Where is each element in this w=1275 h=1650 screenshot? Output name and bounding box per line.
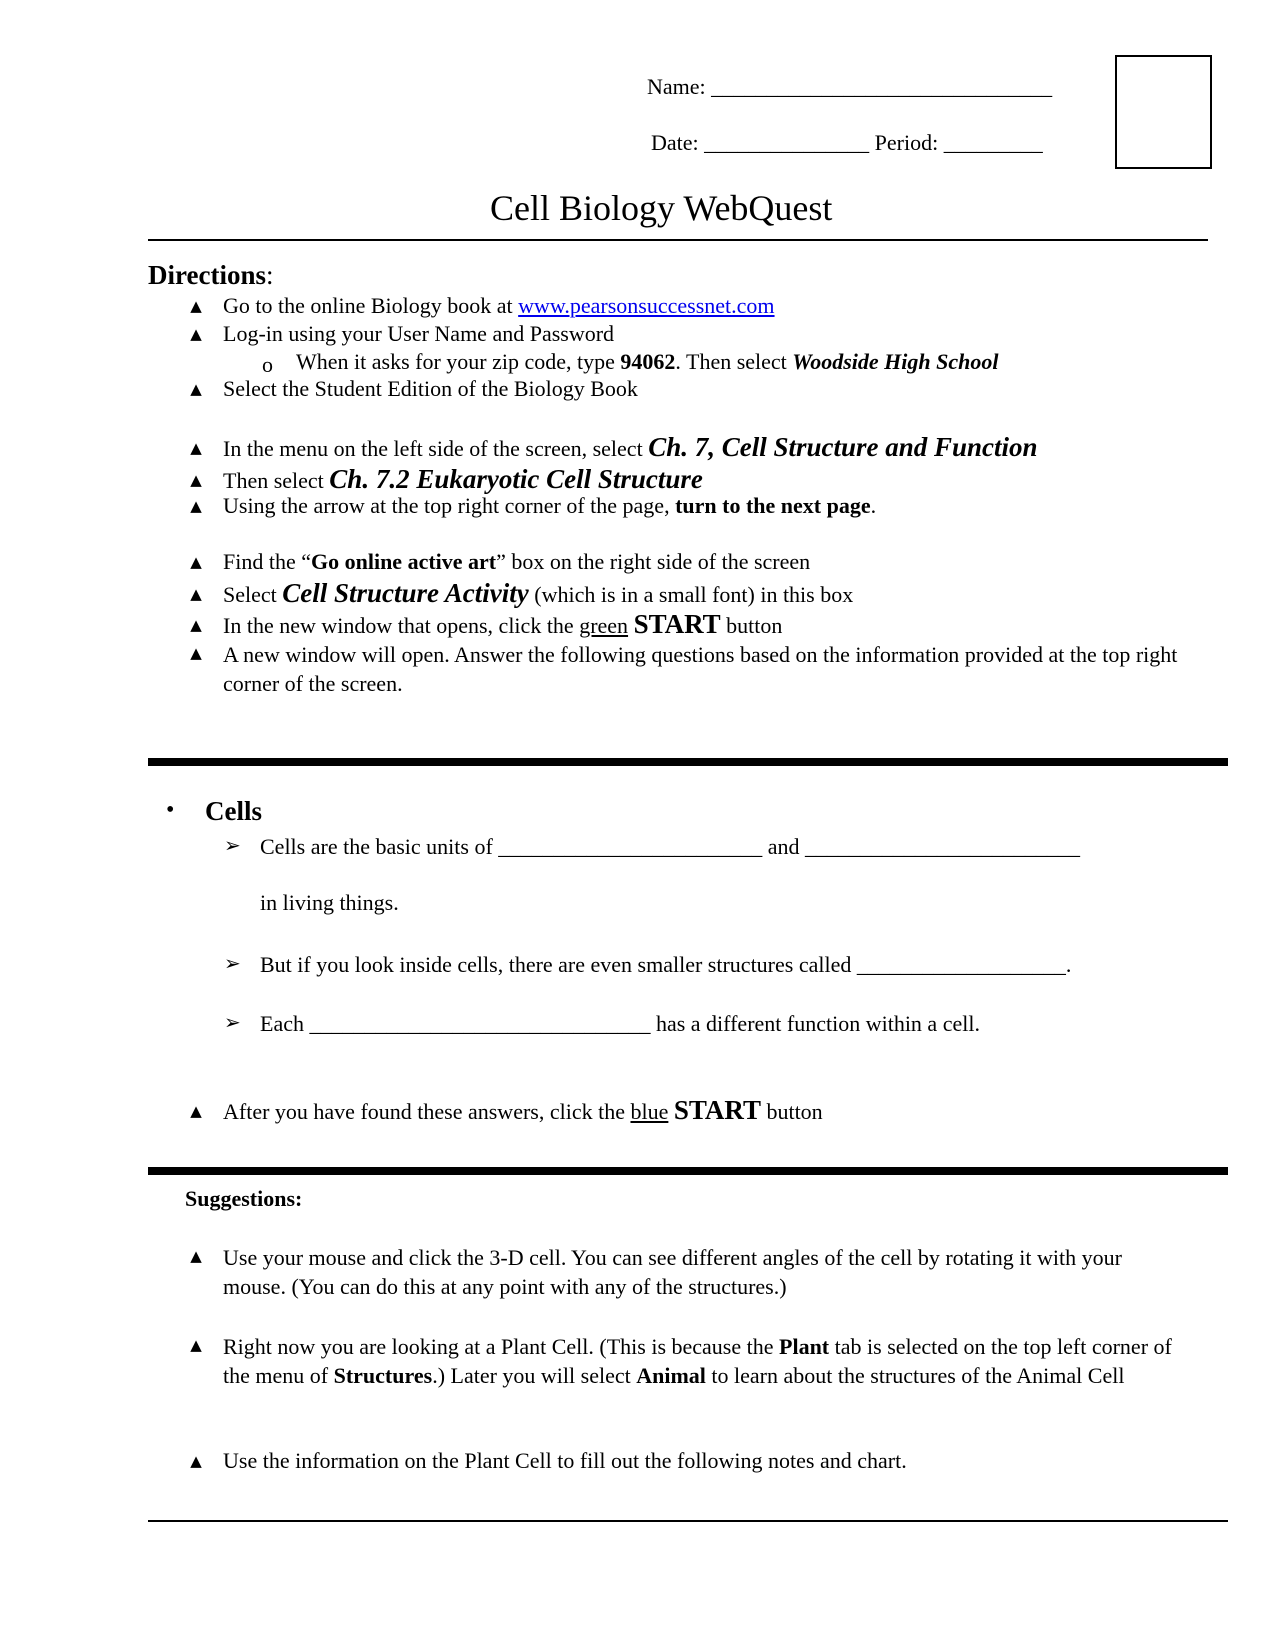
cells-question-1-cont: in living things.	[260, 890, 399, 915]
direction-subitem: When it asks for your zip code, type 94062. Then select Woodside High School	[296, 349, 999, 374]
direction-item-3: Select the Student Edition of the Biology Book	[223, 376, 638, 401]
direction-item-7: Find the “Go online active art” box on the right side of the screen	[223, 549, 811, 574]
period-blank[interactable]: _________	[943, 130, 1043, 155]
direction-item-8: Select Cell Structure Activity (which is in a small font) in this box	[223, 578, 854, 608]
page-title: Cell Biology WebQuest	[490, 188, 833, 228]
arrowhead-bullet-icon: ▲	[190, 1336, 202, 1354]
name-line	[647, 74, 1052, 100]
direction-item-4: In the menu on the left side of the screen, select Ch. 7, Cell Structure and Function	[223, 432, 1038, 462]
arrow-bullet-icon: ➢	[224, 833, 241, 857]
direction-item-9: In the new window that opens, click the green START button	[223, 609, 783, 639]
arrowhead-bullet-icon: ▲	[190, 616, 202, 634]
direction-item-1: Go to the online Biology book at www.pearsonsuccessnet.com	[223, 293, 775, 318]
arrowhead-bullet-icon: ▲	[190, 1452, 202, 1470]
cells-bullet: •	[166, 797, 175, 823]
after-answers-item: After you have found these answers, click the blue START button	[223, 1095, 823, 1125]
arrowhead-bullet-icon: ▲	[190, 439, 202, 457]
name-label: Name:	[647, 74, 706, 99]
cells-heading: Cells	[205, 796, 262, 826]
arrowhead-bullet-icon: ▲	[190, 553, 202, 571]
section-divider-2	[148, 1167, 1228, 1175]
arrowhead-bullet-icon: ▲	[190, 471, 202, 489]
suggestion-2: Right now you are looking at a Plant Cell. (This is because the Plant tab is selected on the top left corner of the menu of Structures.) Later you will select Animal to learn about the structures of the Animal Cell	[223, 1334, 1172, 1388]
title-divider	[148, 239, 1208, 241]
direction-item-10: A new window will open. Answer the following questions based on the information provided at the top right corner of the screen.	[223, 642, 1178, 696]
sub-bullet-marker: o	[262, 352, 273, 377]
pearson-link[interactable]: www.pearsonsuccessnet.com	[518, 293, 775, 318]
directions-heading: Directions:	[148, 260, 274, 290]
date-period-line	[651, 130, 1043, 156]
arrowhead-bullet-icon: ▲	[190, 325, 202, 343]
direction-item-2: Log-in using your User Name and Password	[223, 321, 615, 346]
direction-item-5: Then select Ch. 7.2 Eukaryotic Cell Structure	[223, 464, 703, 494]
date-label: Date:	[651, 130, 699, 155]
arrowhead-bullet-icon: ▲	[190, 1247, 202, 1265]
arrowhead-bullet-icon: ▲	[190, 644, 202, 662]
answer-blank[interactable]: _______________________________	[309, 1011, 651, 1036]
answer-blank[interactable]: ___________________	[856, 952, 1066, 977]
period-label: Period:	[874, 130, 939, 155]
section-divider-1	[148, 758, 1228, 766]
arrowhead-bullet-icon: ▲	[190, 380, 202, 398]
suggestion-3: Use the information on the Plant Cell to fill out the following notes and chart.	[223, 1448, 907, 1473]
arrowhead-bullet-icon: ▲	[190, 1102, 202, 1120]
suggestions-heading: Suggestions:	[185, 1186, 303, 1211]
arrow-bullet-icon: ➢	[224, 951, 241, 975]
cells-question-1: Cells are the basic units of ________________________ and _________________________	[260, 834, 1081, 859]
date-blank[interactable]: _______________	[704, 130, 870, 155]
answer-blank[interactable]: ________________________	[498, 834, 763, 859]
cells-question-3: Each _______________________________ has a different function within a cell.	[260, 1011, 980, 1036]
arrowhead-bullet-icon: ▲	[190, 497, 202, 515]
name-blank[interactable]: _______________________________	[711, 74, 1053, 99]
arrowhead-bullet-icon: ▲	[190, 297, 202, 315]
suggestion-1: Use your mouse and click the 3-D cell. You can see different angles of the cell by rotating it with your mouse. (You can do this at any point with any of the structures.)	[223, 1245, 1122, 1299]
bottom-divider	[148, 1520, 1228, 1522]
cells-question-2: But if you look inside cells, there are even smaller structures called ___________________.	[260, 952, 1072, 977]
answer-blank[interactable]: _________________________	[805, 834, 1081, 859]
arrowhead-bullet-icon: ▲	[190, 585, 202, 603]
direction-item-6: Using the arrow at the top right corner of the page, turn to the next page.	[223, 493, 877, 518]
score-box	[1115, 55, 1212, 169]
arrow-bullet-icon: ➢	[224, 1010, 241, 1034]
